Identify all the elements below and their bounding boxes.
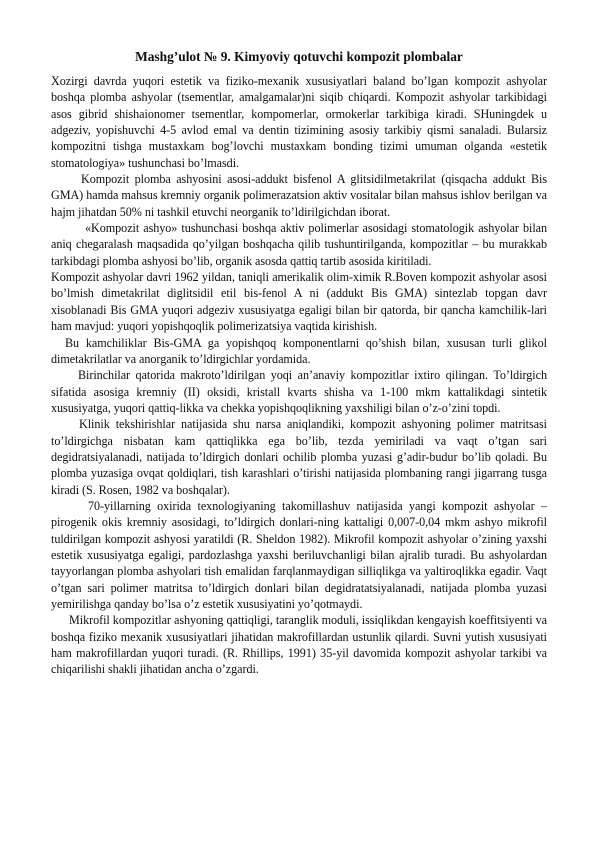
paragraph-8: 70-yillarning oxirida texnologiyaning takomillashuv natijasida yangi kompozit ashyolar – pirogenik okis kremniy asosidagi, to’ldirgich donlari-ning kattaligi 0,007-0,04 mkm ashyo mikrofil tuldirilgan kompozit ashyosi yaratildi (R. Sheldon 1982). Mikrofil kompozit ashyolar o’zining yaxshi estetik xususiyatga egaligi, pardozlashga yaxshi beriluvchanligi bilan ajralib turadi. Bu ashyolardan tayyorlangan plomba ashyolari tish emalidan farqlanmaydigan silliqlikga va yaltiroqlikka egadir. Vaqt o’tgan sari polimer matritsa to’ldirgich donlari bilan degidratatsiyalanadi, natijada plomba yuzasi yemirilishga qanday bo’lsa o’z estetik xususiyatini yo’qotmaydi. (51, 498, 547, 611)
paragraph-2: Kompozit plomba ashyosini asosi-addukt bisfenol A glitsidilmetakrilat (qisqacha addukt Bis GMA) hamda mahsus kremniy organik polimerazatsion aktiv vositalar bilan mahsus ishlov berilgan va hajm jihatdan 50% ni tashkil etuvchi neorganik to’ldirilgichdan iborat. (51, 172, 547, 219)
paragraph-6: Birinchilar qatorida makroto’ldirilgan yoqi an’anaviy kompozitlar ixtiro qilingan. To’ldirgich sifatida asosiga kremniy (II) oksidi, kristall kvarts shisha va 1-100 mkm kattalikdagi sintetik xususiyatga, yuqori qattiq-likka va chekka yopishqoqlikning yaxshiligi bilan o’z-o’zini topdi. (51, 368, 547, 415)
paragraph-5: Bu kamchiliklar Bis-GMA ga yopishqoq komponentlarni qo’shish bilan, xususan turli glikol dimetakrilatlar va anorganik to’ldirgichlar yordamida. (51, 335, 547, 366)
paragraph-7: Klinik tekshirishlar natijasida shu narsa aniqlandiki, kompozit ashyoning polimer matritsasi to’ldirgichga nisbatan kam qattiqlikka ega bo’lib, tezda yemiriladi va vaqt o’tgan sari degidratsiyalanadi, natijada to’ldirgich donlari ochilib plomba yuzasi g’adir-budur bo’lib qoladi. Bu plomba yuzasiga ovqat qoldiqlari, tish karashlari o’tirishi natijasida plombaning rangi jigarrang tusga kiradi (S. Rosen, 1982 va boshqalar). (51, 417, 547, 497)
paragraph-4: Kompozit ashyolar davri 1962 yildan, taniqli amerikalik olim-ximik R.Boven kompozit ashyolar asosi bo’lmish dimetakrilat diglitsidil etil bis-fenol A ni (addukt Bis GMA) sintezlab topgan davr xisoblanadi Bis GMA yuqori adgeziv xususiyatga egaligi bilan bir qatorda, bir qancha kamchilik-lari ham mavjud: yuqori yopishqoqlik polimerizatsiya vaqtida kirishish. (51, 270, 547, 334)
paragraph-1: Xozirgi davrda yuqori estetik va fiziko-mexanik xususiyatlari baland bo’lgan kompozit ashyolar boshqa plomba ashyolar (tsementlar, amalgamalar)ni siqib chiqardi. Kompozit ashyolar tarkibidagi asos gibrid shishaionomer tsementlar, kompomerlar, ormokerlar tarkibiga kiradi. SHuningdek u adgeziv, yopishuvchi 4-5 avlod emal va dentin tizimining asosiy tarkibiy qismi sanaladi. Bularsiz kompozitni tishga mustaxkam bog’lovchi mustaxkam bonding tizimi umuman olganda «estetik stomatologiya» tushunchasi bo’lmasdi. (51, 74, 547, 170)
paragraph-9: Mikrofil kompozitlar ashyoning qattiqligi, taranglik moduli, issiqlikdan kengayish koeffitsiyenti va boshqa fiziko mexanik xususiyatlari jihatidan makrofillardan ustunlik qilardi. Suvni yutish xususiyati ham makrofillardan yuqori turadi. (R. Rhillips, 1991) 35-yil davomida kompozit ashyolar tarkibi va chiqarilishi shakli jihatidan ancha o’zgardi. (51, 613, 547, 677)
document-title: Mashg’ulot № 9. Kimyoviy qotuvchi kompozit plombalar (135, 49, 463, 64)
document-page (51, 48, 547, 678)
paragraph-3: «Kompozit ashyo» tushunchasi boshqa aktiv polimerlar asosidagi stomatologik ashyolar bilan aniq chegaralash maqsadida qo’yilgan boshqacha qilib tushuntirilganda, kompozitlar – bu murakkab tarkibdagi plomba ashyosi bo’lib, organik asosda qattiq tartib asosida kiritiladi. (51, 221, 547, 268)
